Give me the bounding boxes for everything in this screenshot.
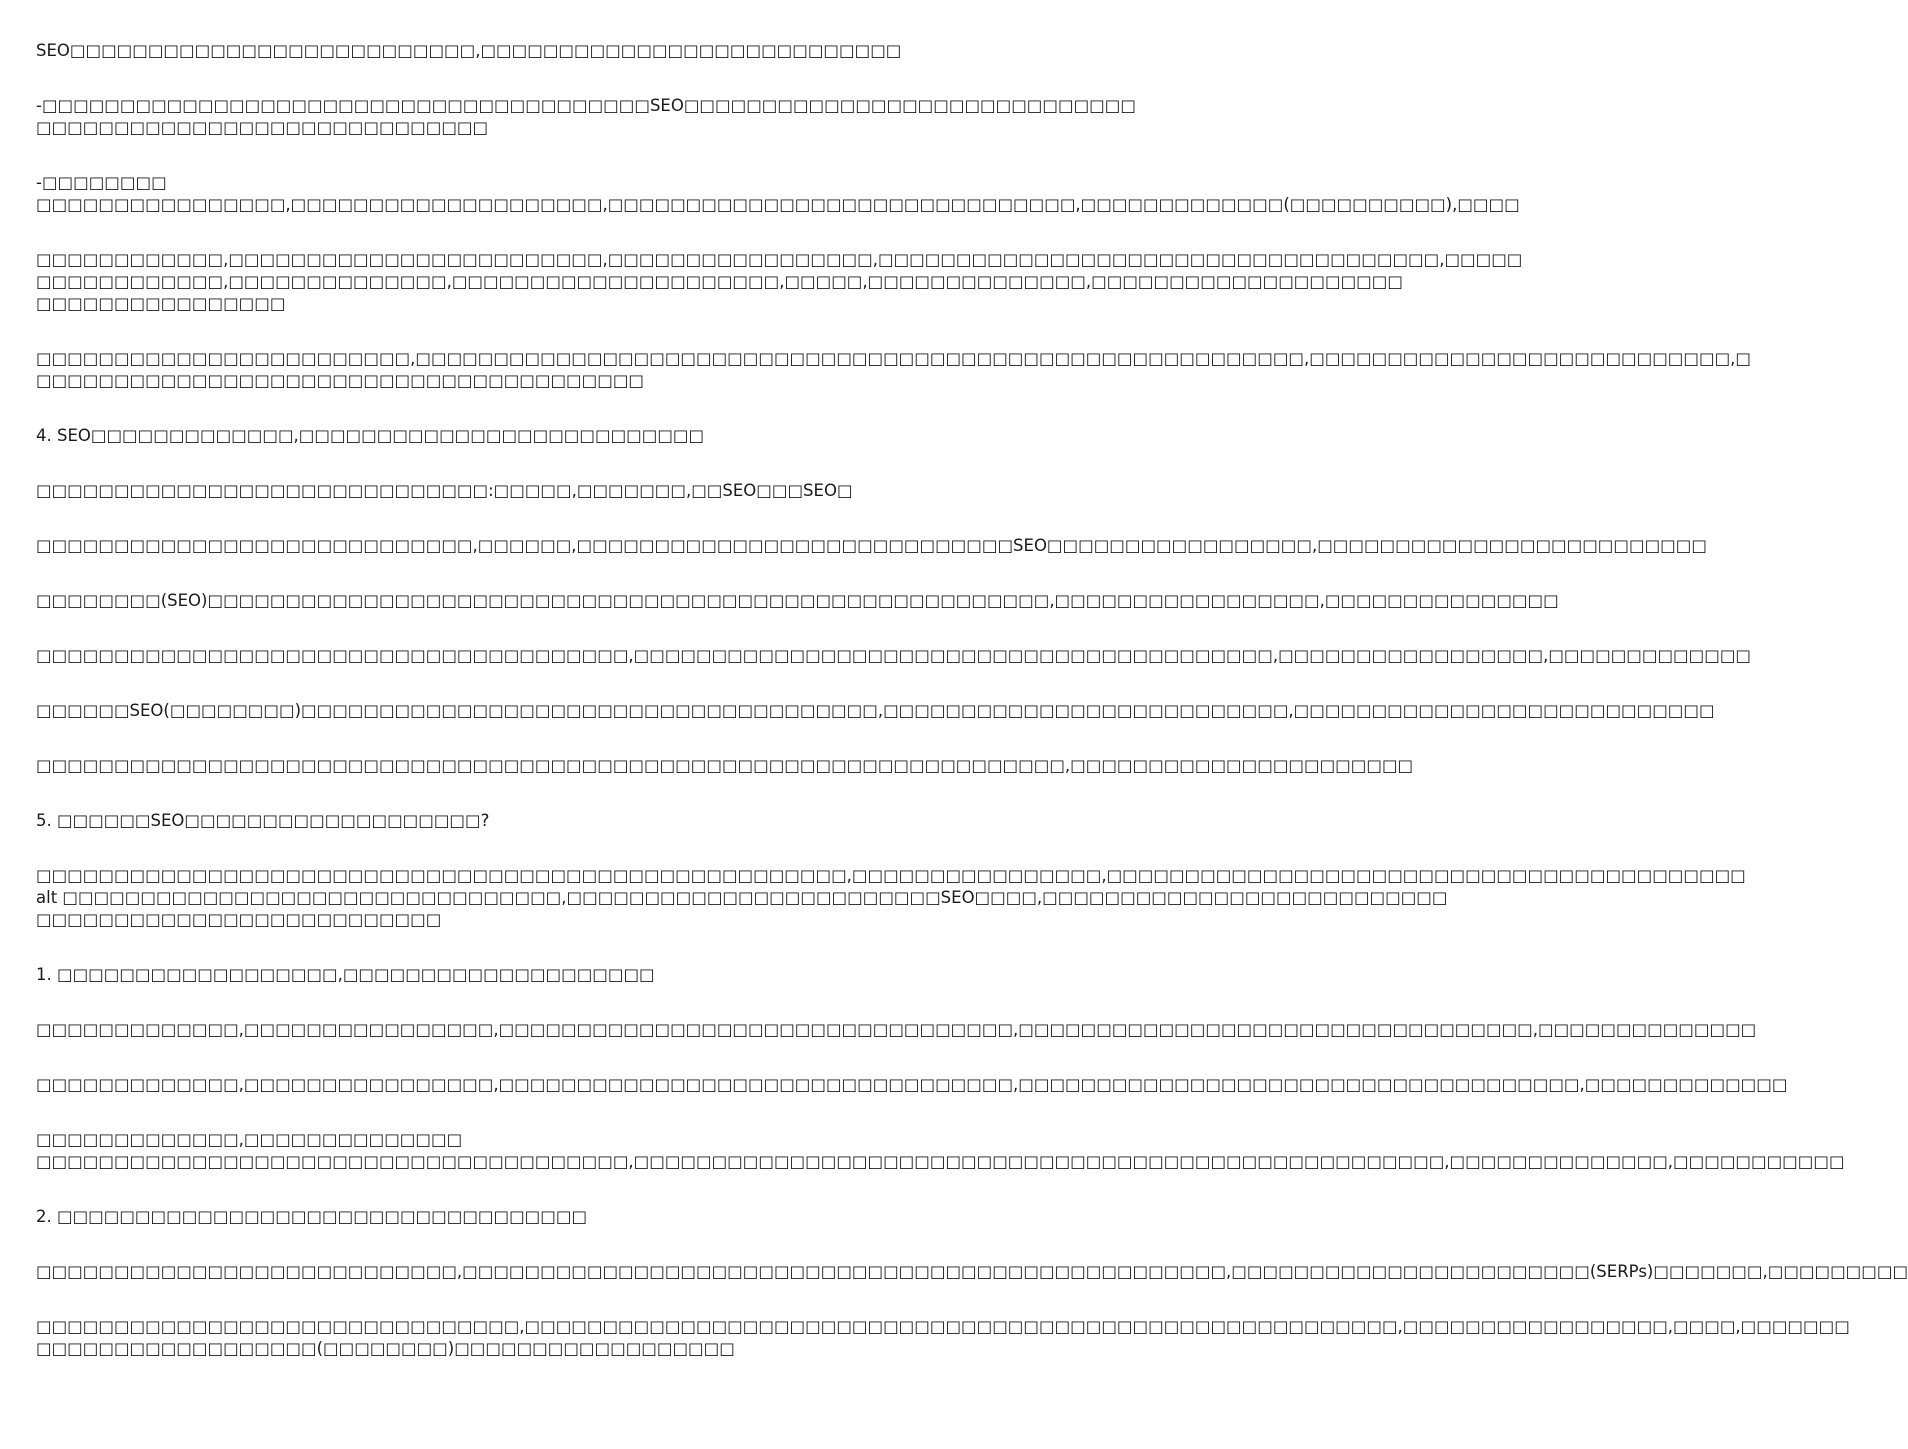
- text-line: 1. □□□□□□□□□□□□□□□□□□,□□□□□□□□□□□□□□□□□□□□: [36, 965, 655, 984]
- paragraph: [36, 1129, 1845, 1173]
- text-line: 5. □□□□□□SEO□□□□□□□□□□□□□□□□□□□?: [36, 811, 490, 830]
- paragraph: [36, 1261, 1908, 1283]
- text-line: □□□□□□□□□□□□□□□□□□□□□□□□□□□,□□□□□□□□□□□□□□□□□□□□□□□□□□□□□□□□□□□□□□□□□□□□□□□□□,□□□□□□□□□□□□□□□□□□□□□□□(SERPs)□□□□□□□,□□□□□□□□□: [36, 1262, 1908, 1281]
- paragraph: [36, 40, 990, 62]
- text-line: 2. □□□□□□□□□□□□□□□□□□□□□□□□□□□□□□□□□□: [36, 1207, 588, 1226]
- text-line: 4. SEO□□□□□□□□□□□□□,□□□□□□□□□□□□□□□□□□□□□□□□□□: [36, 426, 705, 445]
- paragraph: [36, 425, 990, 447]
- paragraph: [36, 249, 1523, 315]
- text-line: SEO□□□□□□□□□□□□□□□□□□□□□□□□□□,□□□□□□□□□□□□□□□□□□□□□□□□□□□: [36, 41, 902, 60]
- paragraph: [36, 1316, 1850, 1360]
- paragraph: [36, 1206, 990, 1228]
- text-line: □□□□□□□□□□□□,□□□□□□□□□□□□□□,□□□□□□□□□□□□□□□□□□□□□,□□□□□,□□□□□□□□□□□□□□,□□□□□□□□□□□□□□□□□□□□: [36, 272, 1403, 291]
- text-line: □□□□□□□□□□□□□□□□□□□□□□□□□□□□□□□□□□□□□□,□□□□□□□□□□□□□□□□□□□□□□□□□□□□□□□□□□□□□□□□□□□□□□□□□□□□,□□□□□□□□□□□□□□,□□□□□□□□□□□: [36, 1152, 1845, 1171]
- paragraph: [36, 755, 1414, 777]
- text-line: -□□□□□□□□: [36, 173, 167, 192]
- paragraph: [36, 590, 1559, 612]
- text-line: □□□□□□□□□□□□□□□□□□□□□□□□□□□□□□□□□□□□□□,□□□□□□□□□□□□□□□□□□□□□□□□□□□□□□□□□□□□□□□□□,□□□□□□□□□□□□□□□□□,□□□□□□□□□□□□□: [36, 646, 1752, 665]
- paragraph: [36, 535, 1707, 557]
- text-line: □□□□□□□□□□□□□□□□□□□□□□□□□□□□□:□□□□□,□□□□□□□,□□SEO□□□SEO□: [36, 481, 853, 500]
- text-line: □□□□□□SEO(□□□□□□□□)□□□□□□□□□□□□□□□□□□□□□□□□□□□□□□□□□□□□□,□□□□□□□□□□□□□□□□□□□□□□□□□□,□□□□□□□□□□□□□□□□□□□□□□□□□□□: [36, 701, 1715, 720]
- paragraph: [36, 700, 1715, 722]
- text-line: □□□□□□□□□□□□,□□□□□□□□□□□□□□□□□□□□□□□□,□□□□□□□□□□□□□□□□□,□□□□□□□□□□□□□□□□□□□□□□□□□□□□□□□□□□□□,□□□□□: [36, 250, 1523, 269]
- text-line: □□□□□□□□□□□□□□□□□□□□□□□□□□□□,□□□□□□,□□□□□□□□□□□□□□□□□□□□□□□□□□□□SEO□□□□□□□□□□□□□□□□□,□□□□□□□□□□□□□□□□□□□□□□□□□: [36, 536, 1707, 555]
- text-line: □□□□□□□□□□□□□,□□□□□□□□□□□□□□: [36, 1130, 463, 1149]
- text-line: alt □□□□□□□□□□□□□□□□□□□□□□□□□□□□□□□□,□□□□□□□□□□□□□□□□□□□□□□□□SEO□□□□,□□□□□□□□□□□□□□□□□□□□□□□□□□: [36, 888, 1448, 907]
- paragraph: [36, 480, 990, 502]
- paragraph: [36, 172, 1520, 216]
- text-line: □□□□□□□□□□□□□□□□□□□□□□□□□□: [36, 910, 442, 929]
- text-line: □□□□□□□□□□□□□□□□□□(□□□□□□□□)□□□□□□□□□□□□□□□□□□: [36, 1339, 735, 1358]
- paragraph: [36, 348, 1752, 392]
- text-line: □□□□□□□□□□□□□,□□□□□□□□□□□□□□□□,□□□□□□□□□□□□□□□□□□□□□□□□□□□□□□□□□,□□□□□□□□□□□□□□□□□□□□□□□□□□□□□□□□□□□□,□□□□□□□□□□□□□: [36, 1075, 1788, 1094]
- paragraph: [36, 1074, 1788, 1096]
- text-line: □□□□□□□□□□□□□□□□□□□□□□□□□□□□□□□□□□□□□□□: [36, 371, 644, 390]
- paragraph: [36, 645, 1752, 667]
- paragraph: [36, 964, 990, 986]
- text-line: □□□□□□□□□□□□□,□□□□□□□□□□□□□□□□,□□□□□□□□□□□□□□□□□□□□□□□□□□□□□□□□□,□□□□□□□□□□□□□□□□□□□□□□□□□□□□□□□□□,□□□□□□□□□□□□□□: [36, 1020, 1757, 1039]
- paragraph: [36, 95, 1136, 139]
- text-line: □□□□□□□□□□□□□□□□,□□□□□□□□□□□□□□□□□□□□,□□□□□□□□□□□□□□□□□□□□□□□□□□□□□□,□□□□□□□□□□□□□(□□□□□□□□□□),□□□□: [36, 195, 1520, 214]
- text-line: □□□□□□□□□□□□□□□□□□□□□□□□,□□□□□□□□□□□□□□□□□□□□□□□□□□□□□□□□□□□□□□□□□□□□□□□□□□□□□□□□□,□□□□□□□□□□□□□□□□□□□□□□□□□□□,□: [36, 349, 1752, 368]
- text-line: □□□□□□□□□□□□□□□□□□□□□□□□□□□□□□□□□□□□□□□□□□□□□□□□□□□□,□□□□□□□□□□□□□□□□,□□□□□□□□□□□□□□□□□□□□□□□□□□□□□□□□□□□□□□□□□: [36, 866, 1746, 885]
- document-body: [36, 40, 1908, 1393]
- text-line: □□□□□□□□(SEO)□□□□□□□□□□□□□□□□□□□□□□□□□□□□□□□□□□□□□□□□□□□□□□□□□□□□□□,□□□□□□□□□□□□□□□□□,□□□□□□□□□□□□□□□: [36, 591, 1559, 610]
- text-line: □□□□□□□□□□□□□□□□□□□□□□□□□□□□□□□□□□□□□□□□□□□□□□□□□□□□□□□□□□□□□□□□□□,□□□□□□□□□□□□□□□□□□□□□□: [36, 756, 1414, 775]
- paragraph: [36, 810, 990, 832]
- text-line: -□□□□□□□□□□□□□□□□□□□□□□□□□□□□□□□□□□□□□□□SEO□□□□□□□□□□□□□□□□□□□□□□□□□□□□□: [36, 96, 1136, 115]
- paragraph: [36, 865, 1746, 931]
- text-line: □□□□□□□□□□□□□□□□□□□□□□□□□□□□□: [36, 118, 489, 137]
- paragraph: [36, 1019, 1757, 1041]
- text-line: □□□□□□□□□□□□□□□□□□□□□□□□□□□□□□□,□□□□□□□□□□□□□□□□□□□□□□□□□□□□□□□□□□□□□□□□□□□□□□□□□□□□□□□□,□□□□□□□□□□□□□□□□□,□□□□,□□□□□□□: [36, 1317, 1850, 1336]
- text-line: □□□□□□□□□□□□□□□□: [36, 294, 286, 313]
